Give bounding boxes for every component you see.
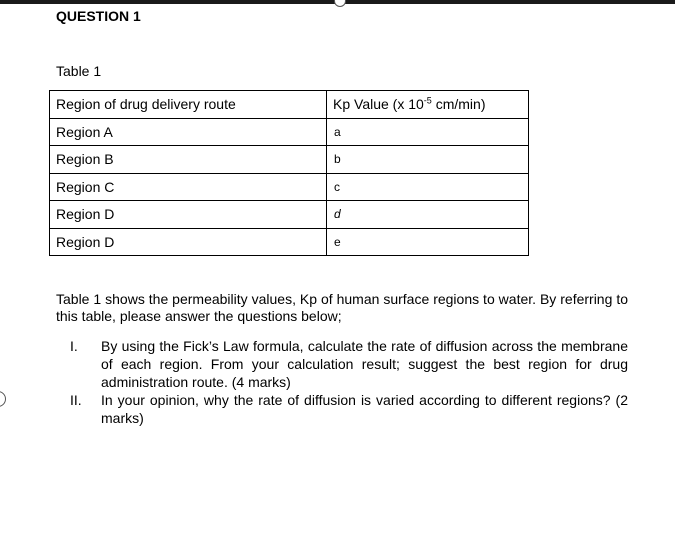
header-kp-suffix: cm/min) bbox=[431, 96, 486, 113]
header-kp-prefix: Kp Value (x 10 bbox=[333, 96, 424, 113]
kp-value-cell: b bbox=[327, 146, 529, 174]
margin-marker bbox=[0, 391, 6, 407]
permeability-table bbox=[49, 90, 529, 256]
question-number: I. bbox=[70, 338, 78, 354]
kp-value-cell: c bbox=[327, 173, 529, 201]
region-cell: Region D bbox=[50, 228, 327, 256]
region-cell: Region D bbox=[50, 201, 327, 229]
region-cell: Region C bbox=[50, 173, 327, 201]
question-number: II. bbox=[70, 392, 82, 408]
kp-value-cell: a bbox=[327, 118, 529, 146]
header-kp-value bbox=[327, 91, 529, 119]
table-header-row bbox=[50, 91, 529, 119]
header-kp-exponent: -5 bbox=[423, 95, 432, 106]
table-row bbox=[50, 201, 529, 229]
question-list bbox=[56, 337, 628, 427]
question-text: By using the Fick’s Law formula, calculate the rate of diffusion across the membrane of each region. From your calculation result; suggest the best region for drug administration route. (4 marks) bbox=[101, 338, 628, 390]
region-cell: Region B bbox=[50, 146, 327, 174]
region-cell: Region A bbox=[50, 118, 327, 146]
ruler-knob bbox=[334, 0, 346, 7]
table-row bbox=[50, 146, 529, 174]
table-caption: Table 1 bbox=[56, 63, 102, 79]
header-region: Region of drug delivery route bbox=[50, 91, 327, 119]
question-title: QUESTION 1 bbox=[56, 8, 141, 24]
table-row bbox=[50, 118, 529, 146]
kp-value-cell: d bbox=[327, 201, 529, 229]
question-item bbox=[56, 391, 628, 427]
question-text: In your opinion, why the rate of diffusion is varied according to different regions? (2 marks) bbox=[101, 392, 628, 426]
kp-value-cell: e bbox=[327, 228, 529, 256]
table-row bbox=[50, 173, 529, 201]
question-item bbox=[56, 337, 628, 391]
instructions-paragraph: Table 1 shows the permeability values, Kp of human surface regions to water. By referring to this table, please answer the questions below; bbox=[56, 291, 628, 324]
table-row bbox=[50, 228, 529, 256]
